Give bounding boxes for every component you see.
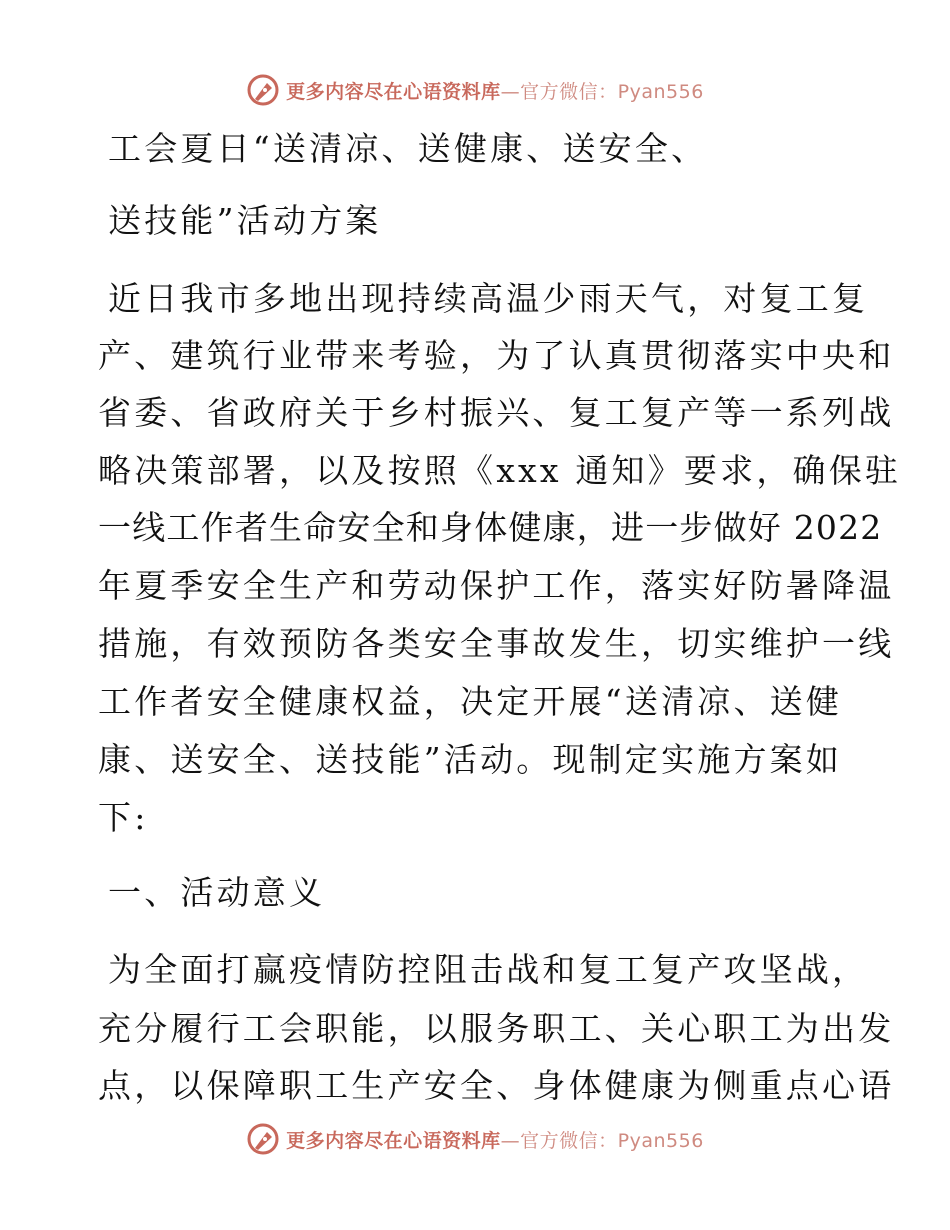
paragraph-line: 下: [98,798,149,837]
paragraph-line: 省委、省政府关于乡村振兴、复工复产等一系列战 [98,393,895,432]
paragraph-line: 充分履行工会职能，以服务职工、关心职工为出发 [98,1009,895,1048]
paragraph-line: 康、送安全、送技能”活动。现制定实施方案如 [98,740,843,779]
paragraph-line: 略决策部署，以及按照《xxx 通知》要求，确保驻 [98,451,902,490]
paragraph-line: 近日我市多地出现持续高温少雨天气，对复工复 [108,279,869,318]
watermark-text: 更多内容尽在心语资料库—官方微信：Pyan556 [286,1129,704,1152]
paragraph-line: 为全面打赢疫情防控阻击战和复工复产攻坚战， [108,950,869,989]
paragraph-line: 措施，有效预防各类安全事故发生，切实维护一线 [98,624,895,663]
footer-watermark [0,1117,950,1161]
paragraph-line: 年夏季安全生产和劳动保护工作，落实好防暑降温 [98,566,895,605]
pen-nib-logo-icon [246,1122,280,1156]
paragraph-line: 点，以保障职工生产安全、身体健康为侧重点心语 [98,1066,895,1105]
paragraph-line: 工作者安全健康权益，决定开展“送清凉、送健 [98,682,843,721]
paragraph-line: 一线工作者生命安全和身体健康，进一步做好 2022 [98,508,883,547]
document-title-line-2: 送技能”活动方案 [108,201,382,240]
watermark-text: 更多内容尽在心语资料库—官方微信：Pyan556 [286,80,704,103]
document-title-line-1: 工会夏日“送清凉、送健康、送安全、 [108,129,708,168]
paragraph-line: 产、建筑行业带来考验，为了认真贯彻落实中央和 [98,336,895,375]
section-heading: 一、活动意义 [108,873,326,912]
